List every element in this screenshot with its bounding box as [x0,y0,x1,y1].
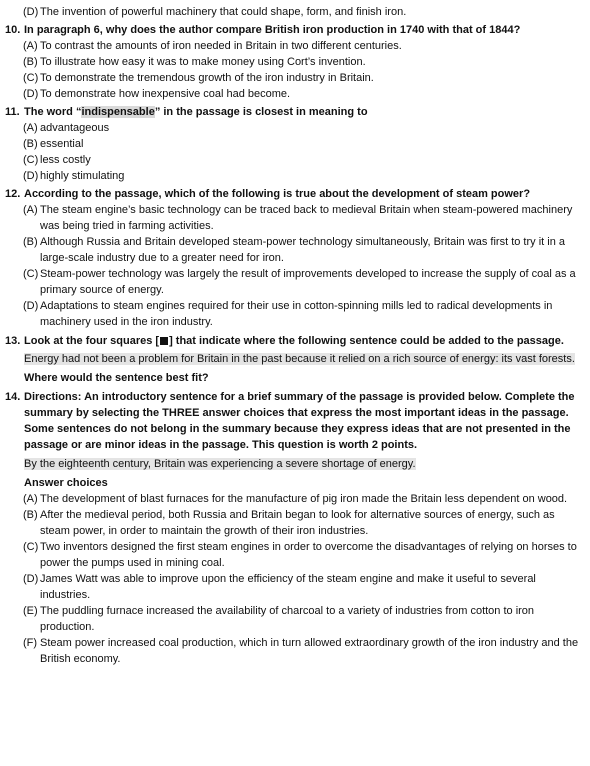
answer-choice[interactable] [5,539,584,571]
choice-letter: (C) [23,72,39,84]
answer-choice[interactable] [5,54,584,70]
choice-text: To contrast the amounts of iron needed in Britain in two different centuries. [40,40,402,52]
answer-choice[interactable] [5,507,584,539]
question-text-pre: Look at the four squares [ [24,335,160,347]
choice-letter: (D) [23,170,39,182]
insert-sentence-block [5,351,584,367]
answer-choice[interactable] [5,152,584,168]
choice-letter: (B) [23,56,38,68]
choice-letter: (D) [23,573,39,585]
choice-letter: (A) [23,122,38,134]
question-text-post: ] that indicate where the following sentence could be added to the passage. [169,335,564,347]
question-text [24,104,584,120]
question-12 [5,186,584,202]
choice-letter: (A) [23,204,38,216]
choice-text: essential [40,138,84,150]
question-prompt: Where would the sentence best fit? [24,372,209,384]
question-text: According to the passage, which of the following is true about the development of steam power? [24,188,531,200]
choice-text: After the medieval period, both Russia and Britain began to look for alternative sources of energy, such as steam power, in order to maintain the growth of their iron industries. [40,509,555,537]
choice-text: To demonstrate how inexpensive coal had become. [40,88,291,100]
answer-choice[interactable] [5,635,584,667]
choice-letter: (F) [23,637,38,649]
question-number: 10. [5,24,21,36]
answer-choice[interactable] [5,603,584,635]
answer-choice[interactable] [5,38,584,54]
choice-text: Adaptations to steam engines required for their use in cotton-spinning mills led to radical developments in machinery used in the iron industry. [40,300,553,328]
choice-text: To demonstrate the tremendous growth of the iron industry in Britain. [40,72,374,84]
question-text [24,333,584,349]
choice-letter: (C) [23,154,39,166]
choice-letter: (D) [23,6,39,18]
insert-sentence: Energy had not been a problem for Britain in the past because it relied on a rich source of energy: its vast forests. [24,353,575,365]
question-text-post: ” in the passage is closest in meaning to [154,106,368,118]
answer-choice[interactable] [5,202,584,234]
choice-text: Steam-power technology was largely the result of improvements developed to increase the supply of coal as a primary source of energy. [40,268,576,296]
answer-choice[interactable] [5,4,584,20]
question-14 [5,389,584,453]
answer-choice[interactable] [5,571,584,603]
choice-letter: (D) [23,300,39,312]
intro-sentence-block [5,456,584,472]
choice-text: highly stimulating [40,170,125,182]
answer-choice[interactable] [5,234,584,266]
question-text: In paragraph 6, why does the author compare British iron production in 1740 with that of 1844? [24,24,521,36]
choice-text: Two inventors designed the first steam engines in order to overcome the disadvantages of relying on horses to power the pumps used in mining coal. [40,541,577,569]
question-text: Directions: An introductory sentence for a brief summary of the passage is provided below. Complete the summary by selecting the THREE answer choices that express the most important ideas in the passage. Some sentences do not belong in the summary because they express ideas that are not presented in the passage or are minor ideas in the passage. This question is worth 2 points. [24,391,575,451]
choice-letter: (A) [23,493,38,505]
choice-text: less costly [40,154,91,166]
highlighted-word: indispensable [81,106,155,118]
answer-choice[interactable] [5,86,584,102]
question-11 [5,104,584,120]
choice-letter: (C) [23,541,39,553]
question-text-pre: The word “ [24,106,82,118]
choice-letter: (B) [23,236,38,248]
answer-choice[interactable] [5,491,584,507]
choice-text: James Watt was able to improve upon the efficiency of the steam engine and make it useful to several industries. [40,573,536,601]
question-number: 11. [5,106,20,118]
question-number: 12. [5,188,21,200]
choice-text: The invention of powerful machinery that could shape, form, and finish iron. [40,6,407,18]
question-13 [5,333,584,349]
question-number: 13. [5,335,21,347]
choice-text: advantageous [40,122,110,134]
question-10 [5,22,584,38]
choice-text: The puddling furnace increased the availability of charcoal to a variety of industries from cotton to iron production. [40,605,535,633]
choice-letter: (A) [23,40,38,52]
choice-text: Although Russia and Britain developed steam-power technology simultaneously, Britain was first to try it in a large-scale industry due to a greater need for iron. [40,236,566,264]
choice-letter: (D) [23,88,39,100]
choice-text: To illustrate how easy it was to make money using Cort’s invention. [40,56,366,68]
answer-choice[interactable] [5,266,584,298]
answer-choice[interactable] [5,168,584,184]
answer-choices-heading: Answer choices [24,477,108,489]
choice-text: Steam power increased coal production, which in turn allowed extraordinary growth of the iron industry and the British economy. [40,637,579,665]
question-number: 14. [5,391,21,403]
choice-letter: (B) [23,138,38,150]
intro-sentence: By the eighteenth century, Britain was experiencing a severe shortage of energy. [24,458,416,470]
answer-choice[interactable] [5,298,584,330]
answer-choice[interactable] [5,136,584,152]
choice-letter: (C) [23,268,39,280]
black-square-icon [160,337,168,345]
answer-choice[interactable] [5,120,584,136]
choice-letter: (B) [23,509,38,521]
choice-text: The development of blast furnaces for the manufacture of pig iron made the Britain less dependent on wood. [40,493,568,505]
choice-text: The steam engine’s basic technology can be traced back to medieval Britain when steam-powered machinery was being tried in farming activities. [40,204,573,232]
answer-choice[interactable] [5,70,584,86]
choice-letter: (E) [23,605,38,617]
